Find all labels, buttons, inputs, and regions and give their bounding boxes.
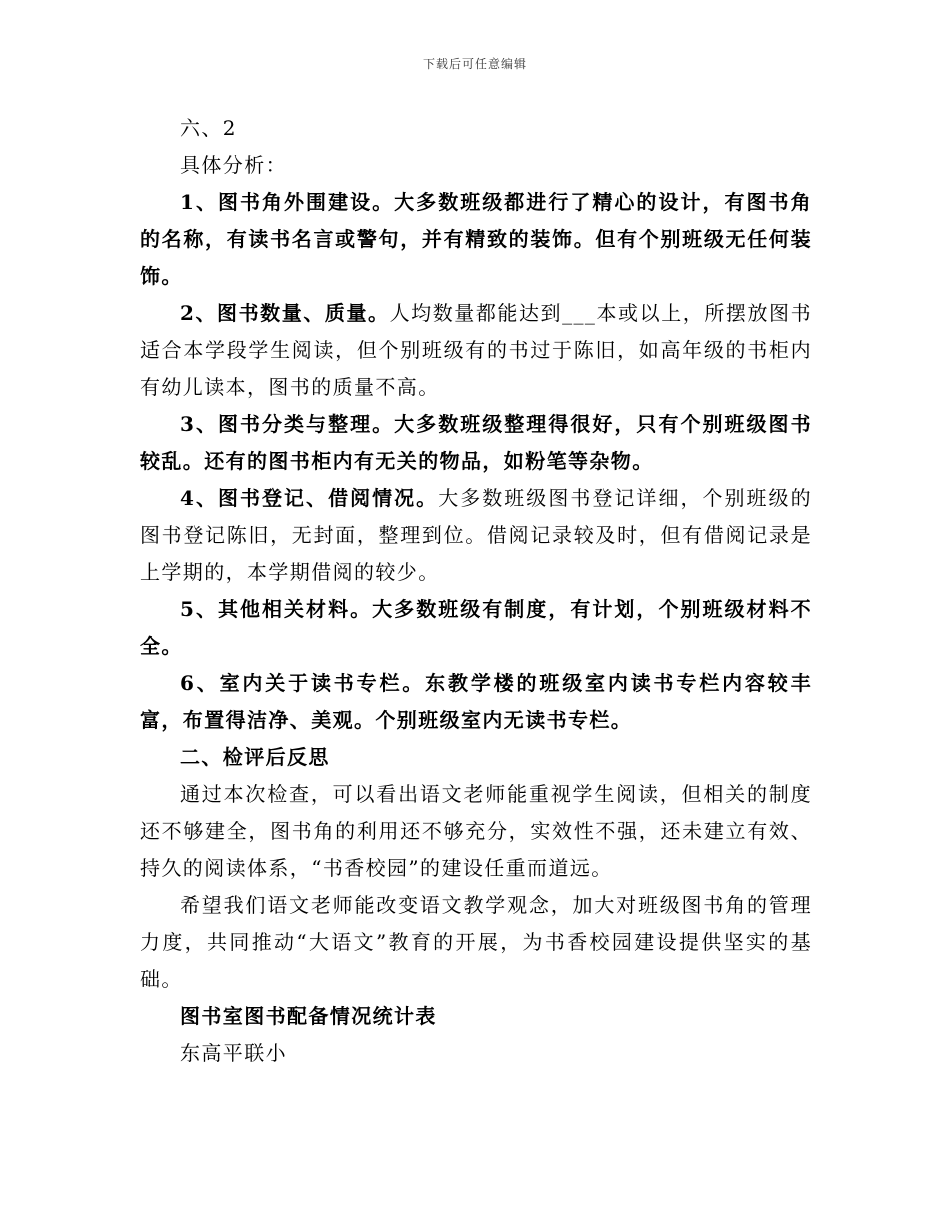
item-2: [140, 295, 812, 406]
item-2-text: 人均数量都能达到___本或以上，所摆放图书适合本学段学生阅读，但个别班级有的书过于陈旧，如高年级的书柜内有幼儿读本，图书的质量不高。: [140, 301, 812, 399]
reflection-heading: 二、检评后反思: [180, 745, 330, 769]
item-4-lead: 4、图书登记、借阅情况。: [180, 486, 439, 510]
item-6-text: 东教学楼的班级室内读书专栏内容较丰富，布置得洁净、美观。个别班级室内无读书专栏。: [140, 671, 812, 732]
page-header: 下载后可任意编辑: [422, 57, 527, 71]
item-1-text: 大多数班级都进行了精心的设计，有图书角的名称，有读书名言或警句，并有精致的装饰。但有个别班级无任何装饰。: [140, 190, 812, 288]
reflection-paragraph-1: 通过本次检查，可以看出语文老师能重视学生阅读，但相关的制度还不够建全，图书角的利用还不够充分，实效性不强，还未建立有效、持久的阅读体系，“书香校园”的建设任重而道远。: [140, 782, 812, 880]
item-1: [140, 184, 812, 295]
item-5-lead: 5、其他相关材料。: [180, 597, 373, 621]
item-6-lead: 6、室内关于读书专栏。: [180, 671, 426, 695]
table-title: 图书室图书配备情况统计表: [180, 1004, 437, 1028]
item-5: [140, 591, 812, 665]
item-5-text: 大多数班级有制度，有计划，个别班级材料不全。: [140, 597, 812, 658]
item-4-text: 大多数班级图书登记详细，个别班级的图书登记陈旧，无封面，整理到位。借阅记录较及时，但有借阅记录是上学期的，本学期借阅的较少。: [140, 486, 812, 584]
school-name: 东高平联小: [180, 1041, 287, 1065]
item-1-lead: 1、图书角外围建设。: [180, 190, 395, 214]
item-6: [140, 665, 812, 739]
analysis-heading: 具体分析：: [180, 153, 287, 177]
reflection-paragraph-2: 希望我们语文老师能改变语文教学观念，加大对班级图书角的管理力度，共同推动“大语文”教育的开展，为书香校园建设提供坚实的基础。: [140, 893, 812, 991]
document-body: [140, 110, 812, 1072]
item-4: [140, 480, 812, 591]
section-title: 六、2: [180, 116, 237, 140]
item-3-lead: 3、图书分类与整理。: [180, 412, 395, 436]
item-3: [140, 406, 812, 480]
item-2-lead: 2、图书数量、质量。: [180, 301, 390, 325]
item-3-text: 大多数班级整理得很好，只有个别班级图书较乱。还有的图书柜内有无关的物品，如粉笔等杂物。: [140, 412, 812, 473]
